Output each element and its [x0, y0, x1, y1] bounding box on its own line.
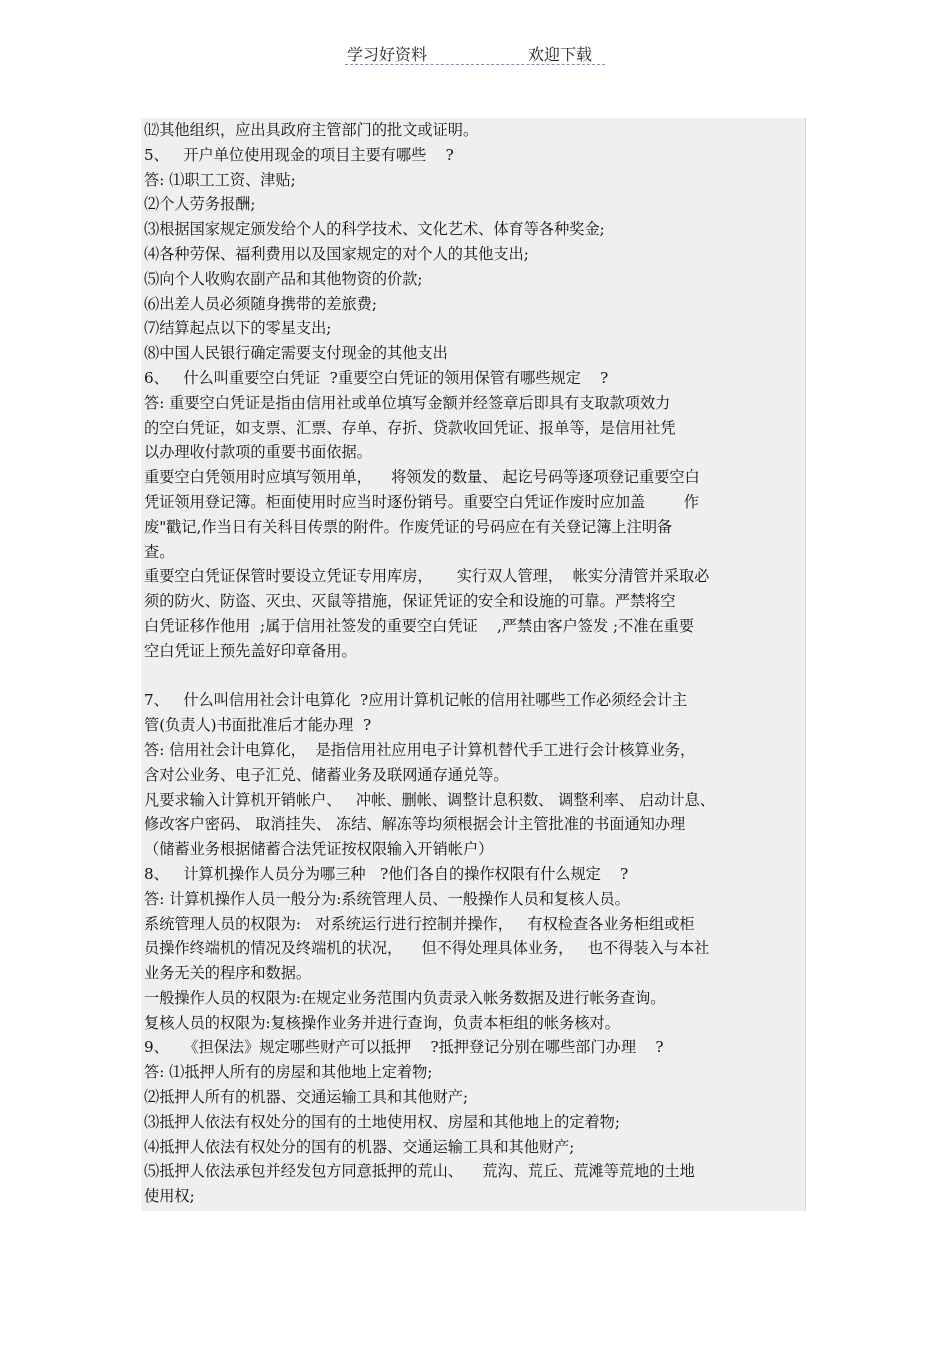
text-line: ⑷各种劳保、福利费用以及国家规定的对个人的其他支出;: [144, 244, 529, 263]
text-line: ⑵个人劳务报酬;: [144, 195, 256, 214]
text-line: 答: ⑴抵押人所有的房屋和其他地上定着物;: [144, 1063, 433, 1082]
text-line: 凡要求输入计算机开销帐户、 冲帐、删帐、调整计息积数、 调整利率、 启动计息、: [144, 790, 715, 809]
text-line: 使用权;: [144, 1187, 195, 1206]
text-line: 系统管理人员的权限为: 对系统运行进行控制并操作， 有权检查各业务柜组或柜: [144, 914, 695, 933]
text-line: 复核人员的权限为:复核操作业务并进行查询，负责本柜组的帐务核对。: [144, 1013, 620, 1032]
text-line: 管(负责人)书面批准后才能办理 ?: [144, 716, 372, 735]
text-line: [144, 664, 805, 689]
text-line: ⑺结算起点以下的零星支出;: [144, 319, 332, 338]
text-line: 须的防火、防盗、灭虫、灭鼠等措施，保证凭证的安全和设施的可靠。严禁将空: [144, 592, 676, 611]
header-right-text: 欢迎下载: [528, 45, 593, 64]
text-line: 答: ⑴职工工资、津贴;: [144, 170, 296, 189]
header-left-text: 学习好资料: [347, 45, 428, 64]
page-header: [345, 40, 605, 65]
text-line: 员操作终端机的情况及终端机的状况， 但不得处理具体业务， 也不得装入与本社: [144, 939, 710, 958]
text-line: 8、 计算机操作人员分为哪三种 ?他们各自的操作权限有什么规定 ?: [144, 864, 629, 883]
text-line: 白凭证移作他用 ;属于信用社签发的重要空白凭证 ,严禁由客户签发 ;不准在重要: [144, 616, 695, 635]
text-line: （储蓄业务根据储蓄合法凭证按权限输入开销帐户）: [144, 840, 494, 859]
text-line: ⑶根据国家规定颁发给个人的科学技术、文化艺术、体育等各种奖金;: [144, 220, 605, 239]
text-line: ⑹出差人员必须随身携带的差旅费;: [144, 294, 377, 313]
text-line: 空白凭证上预先盖好印章备用。: [144, 641, 357, 660]
text-line: ⑸向个人收购农副产品和其他物资的价款;: [144, 269, 423, 288]
text-line: 5、 开户单位使用现金的项目主要有哪些 ?: [144, 145, 454, 164]
text-line: ⑸抵押人依法承包并经发包方同意抵押的荒山、 荒沟、荒丘、荒滩等荒地的土地: [144, 1162, 695, 1181]
text-line: ⑻中国人民银行确定需要支付现金的其他支出: [144, 344, 448, 363]
text-line: ⑿其他组织，应出具政府主管部门的批文或证明。: [144, 121, 479, 139]
text-line: 含对公业务、电子汇兑、储蓄业务及联网通存通兑等。: [144, 765, 509, 784]
text-line: 答: 信用社会计电算化， 是指信用社应用电子计算机替代手工进行会计核算业务，: [144, 740, 696, 759]
text-line: 6、 什么叫重要空白凭证 ?重要空白凭证的领用保管有哪些规定 ?: [144, 368, 609, 387]
text-line: 的空白凭证，如支票、汇票、存单、存折、贷款收回凭证、报单等，是信用社凭: [144, 418, 676, 437]
text-line: 7、 什么叫信用社会计电算化 ?应用计算机记帐的信用社哪些工作必须经会计主: [144, 691, 688, 710]
text-line: 一般操作人员的权限为:在规定业务范围内负责录入帐务数据及进行帐务查询。: [144, 988, 666, 1007]
text-line: 答: 重要空白凭证是指由信用社或单位填写金额并经签章后即具有支取款项效力: [144, 393, 671, 412]
text-line: 答: 计算机操作人员一般分为:系统管理人员、一般操作人员和复核人员。: [144, 889, 630, 908]
text-line: 业务无关的程序和数据。: [144, 964, 312, 983]
text-line: 重要空白凭领用时应填写领用单， 将领发的数量、 起讫号码等逐项登记重要空白: [144, 468, 700, 487]
document-body: [141, 118, 806, 1211]
text-line: 重要空白凭证保管时要设立凭证专用库房， 实行双人管理， 帐实分清管并采取必: [144, 567, 710, 586]
text-line: ⑷抵押人依法有权处分的国有的机器、交通运输工具和其他财产;: [144, 1137, 575, 1156]
text-line: ⑵抵押人所有的机器、交通运输工具和其他财产;: [144, 1088, 469, 1107]
text-line: 凭证领用登记簿。柜面使用时应当时逐份销号。重要空白凭证作废时应加盖 作: [144, 492, 699, 511]
text-line: 修改客户密码、 取消挂失、 冻结、解冻等均须根据会计主管批准的书面通知办理: [144, 815, 686, 834]
text-line: 查。: [144, 542, 175, 561]
text-line: 9、 《担保法》规定哪些财产可以抵押 ?抵押登记分别在哪些部门办理 ?: [144, 1038, 664, 1057]
text-line: 以办理收付款项的重要书面依据。: [144, 443, 372, 462]
text-line: 废"戳记,作当日有关科目传票的附件。作废凭证的号码应在有关登记簿上注明备: [144, 517, 673, 536]
text-line: ⑶抵押人依法有权处分的国有的土地使用权、房屋和其他地上的定着物;: [144, 1112, 620, 1131]
